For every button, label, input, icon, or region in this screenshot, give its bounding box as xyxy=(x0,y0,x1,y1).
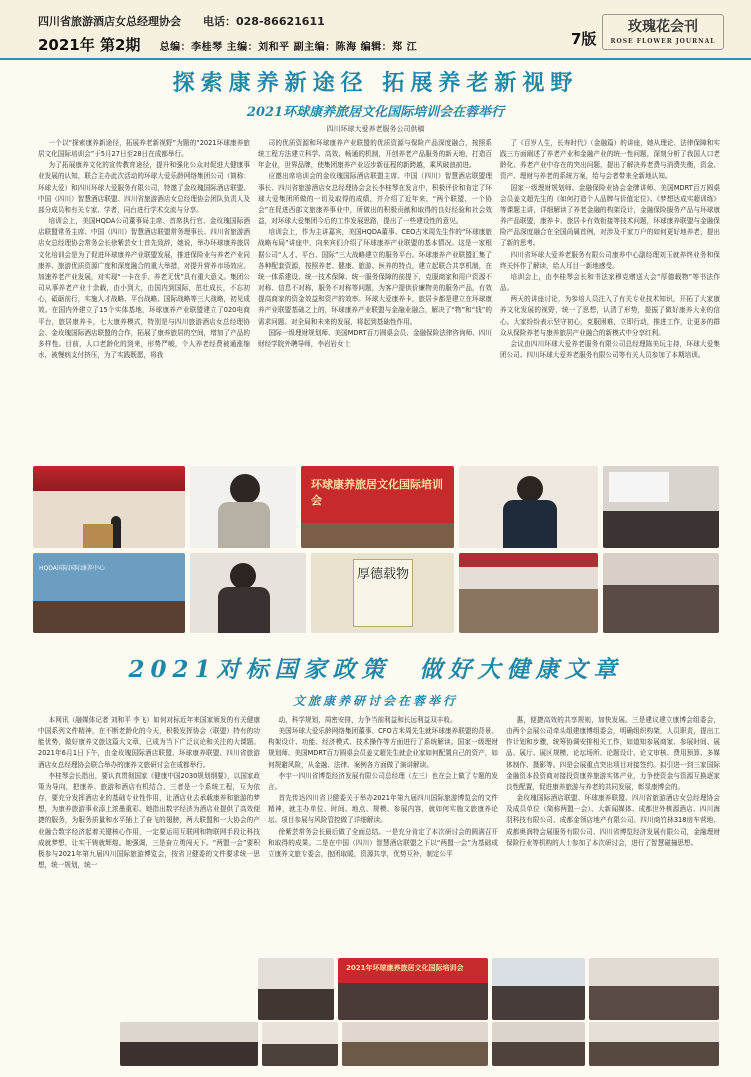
paragraph: 李桂琴会长指出，要认真贯彻国家《健康中国2030规划纲要》，以国家政策为导向，把康养、旅游和酒店有机结合，三者是一个系统工程，互为依存，要充分发挥酒店业的基础专业性作用，让酒店业去承载康养和旅游的梦想，为康养旅游事业添上浓墨重彩。她指出数字经济为酒店业提供了高效便捷的服务，为服务质量和水平插上了奋飞的翅膀，两大联盟和一大协会的产业融合数字经济起着关键核心作用，一定要运用互联网和物联网手段让科技成就梦想，让实干铸就辉煌。她强调，三是奋立勇闯天下。“两盟一会”要积极参与2021年第九届四川国际旅游博览会，按省卫健委的文件要求统一思想，统一规划，统一 xyxy=(38,771,260,870)
paragraph: 一个以“探索康养新途径，拓展养老新视野”为题的“2021环球康养旅居文化国际培训会”于5月27日至28日在成都举行。 xyxy=(38,139,250,159)
article2-column-2 xyxy=(268,715,498,863)
photo-group-banner xyxy=(338,958,488,1020)
calligraphy-scroll: 厚德载物 xyxy=(353,559,413,627)
banner-text: 环球康养旅居文化国际培训会 xyxy=(311,478,443,507)
photo-meeting-7 xyxy=(492,1022,585,1066)
masthead xyxy=(0,0,751,60)
article1-column-2 xyxy=(258,138,492,454)
paragraph: 美国环球大爱乐龄网络集团董事、CFO古米周先生就环球康养联盟的背景、构架设计、功能、经济模式、技术操作等方面进行了系统解读。国家一级理财规划师、美国MDRT百万圆桌会员姜文超先生就企业家如何配置自己的资产，如何规避风险，从金融、法律、案例各方面做了演讲解读。 xyxy=(268,727,498,769)
photo-speaker-podium xyxy=(33,466,185,548)
article1-byline: 四川环球大爱养老服务公司供稿 xyxy=(326,125,425,133)
paragraph: 国家一级理财规划师、金融保险业协会金牌讲师、美国MDRT百万圆桌会员姜文超先生的《如何打造个人品牌与价值定位》、《梦想达成实超训练》等课题主讲，详细解读了养老金融的构架设计，金融保险服务产品与环球康养产品联盟，康养卡、旅居卡有效衔接等技术问题，环球康养联盟与金融保险产品深度融合在全国尚属首例，对涉及千家万户的如何更好地养老，提出了新的思考。 xyxy=(500,183,720,248)
journal-logo: 玫瑰花会刊 ROSE FLOWER JOURNAL xyxy=(602,14,724,50)
photo-meeting-8 xyxy=(589,1022,719,1066)
photo-speaker-2 xyxy=(190,553,306,633)
article1-subheadline: 2021环球康养旅居文化国际培训会在蓉举行 xyxy=(246,105,505,120)
paragraph: 应邀出席培训会的金玫瑰国际酒店联盟主席、中国（四川）智慧酒店联盟理事长、四川省旅游酒店女总经理协会会长李桂琴在发言中，积极评价和肯定了环球大爱集团所做的一切及取得的成绩，并介绍了近年来，“两个联盟、一个协会”在促进西部文旅康养事业中，所做出的积极贡献和取得的良好经验和社会效益，对环球大爱集团今后的工作发展思路，提出了一些建设性的意见。 xyxy=(258,172,492,226)
photo-group-1 xyxy=(459,553,598,633)
article1-column-3 xyxy=(500,138,720,454)
photo-screen-presentation xyxy=(33,553,185,633)
photo-meeting-5 xyxy=(262,1022,338,1066)
banner-text: 2021年环球康养旅居文化国际培训会 xyxy=(346,964,464,972)
photo-training-banner xyxy=(301,466,454,548)
paragraph: 会议由四川环球大爱养老服务有限公司总经理陈美玩主持，环球大爱集团公司、四川环球大爱养老服务有限公司等有关人员参加了本期培训。 xyxy=(500,339,720,359)
edition-number: 7版 xyxy=(571,30,597,48)
staff-credits: 总编：李桂琴 主编：刘和平 副主编：陈海 编辑：郑 江 xyxy=(159,42,418,53)
paragraph: 培训会上，由李桂琴会长和书法家穆克赠送大会“厚德载物”等书法作品。 xyxy=(500,272,720,293)
paragraph: 本网讯（融媒体记者 刘和平 李飞）如何对标近年来国家颁发的有关健康中国系列文件精神，在不断老龄化的今天，积极发挥协会（联盟）特有的功能优势，做好康养文旅这篇大文章，已成为当下广泛议论和关注的大课题。2021年6月1日下午，由金玫瑰国际酒店联盟、环球康养联盟、四川省旅游酒店女总经理协会联合举办的康养文旅研讨会在成都举行。 xyxy=(38,716,260,769)
photo-meeting-6 xyxy=(342,1022,488,1066)
paragraph: 培训会上，作为主讲嘉宾，美国HQDA董事、CEO古米周先生作的“环球康旅战略布局”讲座中，向来宾们介绍了环球康养产业联盟的基本情况。这是一家根据公司“人才、平台、国际”三大战略建立的服务平台。环球康养产业联盟汇集了各种配套资源，按照养老、健康、旅游、医养的特点，建立起联合共享机制，在统一体系建设、统一技术保障、统一服务保障的前提下，克服商家和用户资源不对称、信息不对称，服务不对称等问题，为客户提供价廉物美的服务产品，有效提高商家的资金效益和资产的效率。环球大爱康养卡，旅居卡都是建立在环球康养产业联盟基础之上的，环球康养产业联盟与金融业融合，解决了“物”和“钱”的需求问题。对全局和未来的发展，将起到基础性作用。 xyxy=(258,228,492,326)
paragraph: 金玫瑰国际酒店联盟、环球康养联盟、四川省旅游酒店女总经理协会及成员单位（简称两盟一会）、大新闻媒体、成都世外桃源酒店、四川海羽科技有限公司、成都金领店地产有限公司、四川商竹林318房车营地、成都奥润特会展服务有限公司、四川省博览经济发展有限公司，金融理财保险行业等机构的人士参加了本次研讨会，进行了智慧碰撞思想。 xyxy=(506,794,720,847)
paragraph: 四川省环球大爱养老服务有限公司康养中心副经理刘玉就养终业务和保终关怀作了解读，给人耳目一新地感受。 xyxy=(500,250,720,270)
photo-meeting-3 xyxy=(589,958,719,1020)
article1-headline: 探索康养新途径 拓展养老新视野 xyxy=(172,70,579,96)
article1-column-1 xyxy=(38,138,250,454)
photo-audience xyxy=(603,466,719,548)
paragraph: 首先传达四川省卫健委关于举办2021年第九届四川国际旅游博览会的文件精神，就主办单位、时间、地点、规模、参展内容，就如何实施文旅康养论坛、项目参展与风险管控做了详细解读。 xyxy=(268,794,498,825)
photo-meeting-4 xyxy=(120,1022,258,1066)
paragraph: 徐紫芸常务会长最后做了全面总结。一是充分肯定了本次研讨会的圆满召开和取得的成果。二是在中国（四川）智慧酒店联盟之下以“两盟一会”为基础成立康养文旅专委会，抱团取暖，资源共享，优势互补，制定公平 xyxy=(268,827,498,858)
article2-subheadline: 文旅康养研讨会在蓉举行 xyxy=(292,694,458,708)
photo-meeting-1 xyxy=(258,958,334,1020)
paragraph: 司的优质资源和环球康养产业联盟的优质资源与保险产品深度融合，按照系统工程方法建立科学、高效、畅通的机制，开创养老产品服务的新天地，打造百年企业，世界品牌，使集团康养产业迈步新征程的新跨越，乘风破浪前进。 xyxy=(258,139,492,170)
issue-line xyxy=(38,34,417,55)
article2-headline: 2021对标国家政策 做好大健康文章 xyxy=(128,656,623,683)
paragraph: 李宇一四川省博览经济发展有限公司总经理（左三）也在会上做了专题的发言。 xyxy=(268,771,498,791)
paragraph: 两天的讲座讨论，为参培人员注入了有关专业技术知识，开拓了大家康养文化发展的视野，统一了思想，认清了形势，提振了做好康养大业的信心。大家纷纷表示坚守初心，克服困难，立即行动，推进工作，让更多的群众从保险养老与康养旅居产业融合的新模式中分享红利。 xyxy=(500,295,720,337)
paragraph: 了《百岁人生，长寿时代》（金融篇）的讲座，她从理论、法律保障和实践三方面阐述了养老产业和金融产业的统一性问题，深刻分析了我国人口老龄化、养老产业中存在的突出问题，提出了解决养老费与消费失衡，资金、资产、理财与养老的系统方案，给与会者带来全新地认知。 xyxy=(500,139,720,181)
paragraph: 为了拓展康养文化的宣传教育途径，提升和强化公众对促进大健康事业发展的认知，联合主办此次活动的环球大爱乐龄网络集团公司（简称：环球大爱）和四川环球大爱服务有限公司，特邀了金玫瑰国际酒店联盟、中国（四川）智慧酒店联盟、四川省旅游酒店女总经理协会团队负责人及部分成员和有关专家、学者，同台进行学术交流与分享。 xyxy=(38,161,250,214)
paragraph: 国际一级理财规划师、美国MDRT百万圆桌会员、金融保险法律咨询师、四川财经学院外聘导师，李岩岩女士 xyxy=(258,328,492,348)
photo-calligraphy xyxy=(311,553,454,633)
screen-text: HQDA国际国际康养中心 xyxy=(39,565,105,572)
org-contact: 四川省旅游酒店女总经理协会 电话：028-86621611 xyxy=(38,15,325,28)
paragraph: 动，科学规划，周密安排，力争当前利益和长远利益双丰收。 xyxy=(278,716,457,724)
paragraph: 培训会上，美国HQDA公司董事局主席、首席执行官、金玫瑰国际酒店联盟常务主席、中国（四川）智慧酒店联盟常务理事长、四川省旅游酒店女总经理协会常务会长徐紫芸女士首先致辞，她说，举办环球康养旅居文化培训会是为了促进环球康养产业联盟发展，推进保险业与养老产业同康养、旅游优质资源广度和深度融合的重大举措，对提升营养市场效应、加速养老产业发展，对实现“一卡在手、养老无忧”具有重大意义。集团公司从事养老产业十余载，由小到大，由国内到国际，茁壮成长，不忘初心，砥砺前行，实施人才战略、平台战略、国际战略等三大战略，初见成效。在国内外建立了15个实体基地，环球康养产业联盟建立了020电商平台，旅居康养卡，七大康养模式，特别是与四川旅游酒店女总经理协会、金玫瑰国际酒店联盟的合作，拓展了康养旅居的空间，增加了产品的多样性。目前，人口老龄化的到来，形势严峻，个人养老经费被通涨缩水，被慢病支付挤压，为了实践既愿，将我 xyxy=(38,217,250,359)
paragraph: 惠，便捷高效的共享规则，加快发展。三是建议建立康博会组委会，由两个会展公司牵头组建康博组委会，明确组织构架，人员职责，提出工作计划和步骤，统筹协调安排相关工作，如道知参展商家、参展时间、展品、展厅、展区规模、论坛场所、论题设计、论文审核、费用预算、多媒体制作、摄影等。四是会展重点突出项目对接签约。拟引进一到三家国际金融资本投资商对接投资康养旅游实体产业，力争使资金与资源互换逐家良性配置，促进康养旅游与养老的共同发展，彰显康博会的。 xyxy=(506,716,720,791)
photo-lecturer xyxy=(459,466,598,548)
issue-number: 2021年 第2期 xyxy=(38,36,141,54)
photo-meeting-2 xyxy=(492,958,585,1020)
article2-column-1 xyxy=(38,715,260,1015)
photo-speaker-portrait xyxy=(190,466,296,548)
photo-group-2 xyxy=(603,553,719,633)
